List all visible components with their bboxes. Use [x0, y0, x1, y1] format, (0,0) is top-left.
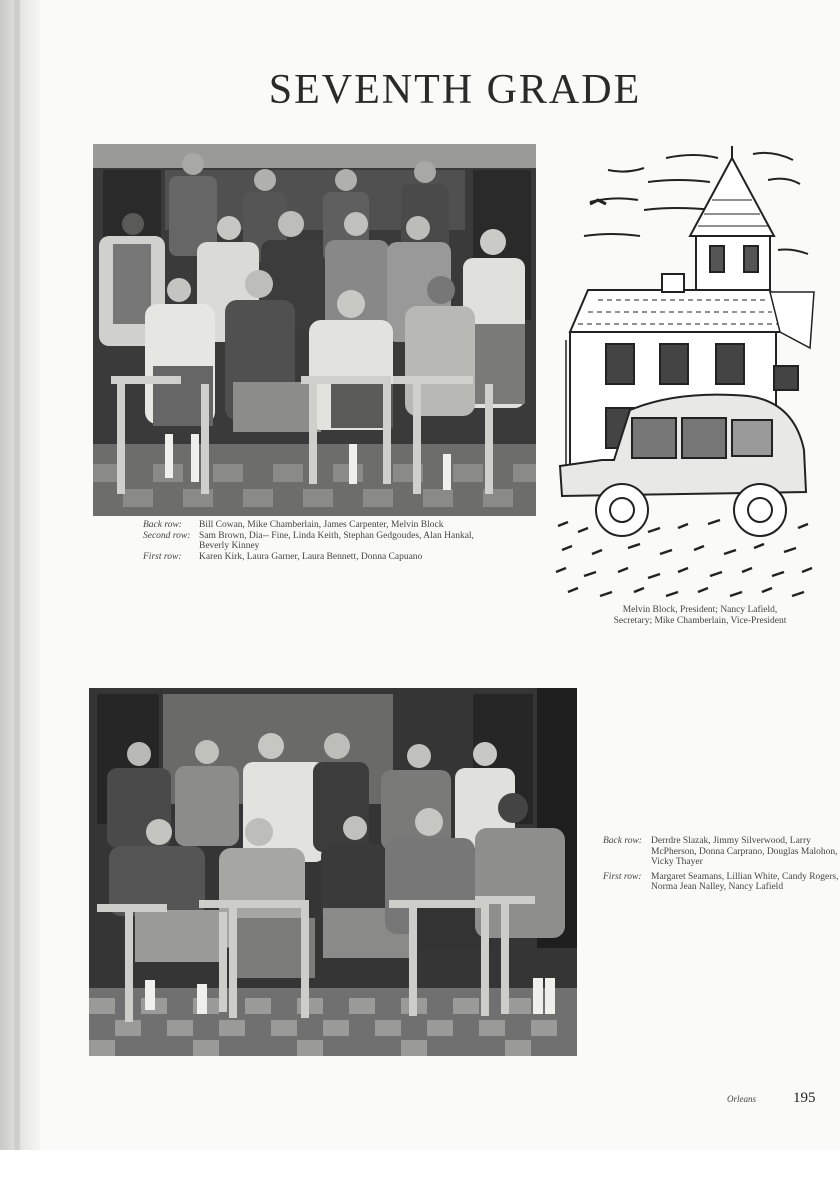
page-title: SEVENTH GRADE: [268, 67, 642, 113]
row-names: Margaret Seamans, Lillian White, Candy Rogers, Norma Jean Nalley, Nancy Lafield: [651, 871, 839, 892]
caption-row-second: [143, 531, 503, 552]
caption-row-back: [603, 836, 840, 868]
section-name: Orleans: [727, 1094, 756, 1104]
row-label: Back row:: [143, 520, 182, 530]
row-names: Karen Kirk, Laura Garner, Laura Bennett, Donna Capuano: [199, 551, 423, 562]
row-label: First row:: [603, 871, 642, 882]
page-bottom-margin: [0, 1150, 840, 1195]
row-label: Back row:: [603, 836, 642, 846]
officers-line-1: Melvin Block, President; Nancy Lafield,: [622, 605, 778, 615]
row-label: First row:: [143, 551, 182, 562]
schoolhouse-car-drawing: [548, 140, 823, 600]
class-officers-caption: [575, 605, 825, 627]
caption-row-back: [143, 520, 503, 531]
spine-edge: [14, 0, 20, 1150]
photo-1-caption: [143, 520, 503, 562]
class-photo-1: [93, 144, 536, 516]
caption-row-first: [143, 552, 503, 563]
row-names: Bill Cowan, Mike Chamberlain, James Carpenter, Melvin Block: [199, 520, 444, 530]
class-photo-2: [89, 688, 577, 1056]
officers-line-2: Secretary; Mike Chamberlain, Vice-President: [613, 616, 787, 626]
book-spine-shadow: [0, 0, 40, 1150]
caption-row-first: [603, 872, 840, 893]
row-names: Derrdre Slazak, Jimmy Silverwood, Larry McPherson, Donna Carprano, Douglas Malohon, Vicky Thayer: [651, 836, 838, 867]
row-label: Second row:: [143, 530, 191, 541]
row-names: Sam Brown, Dia-- Fine, Linda Keith, Stephan Gedgoudes, Alan Hankal, Beverly Kinney: [199, 530, 474, 551]
photo-2-caption: [603, 836, 840, 893]
page-number: 195: [793, 1090, 816, 1106]
